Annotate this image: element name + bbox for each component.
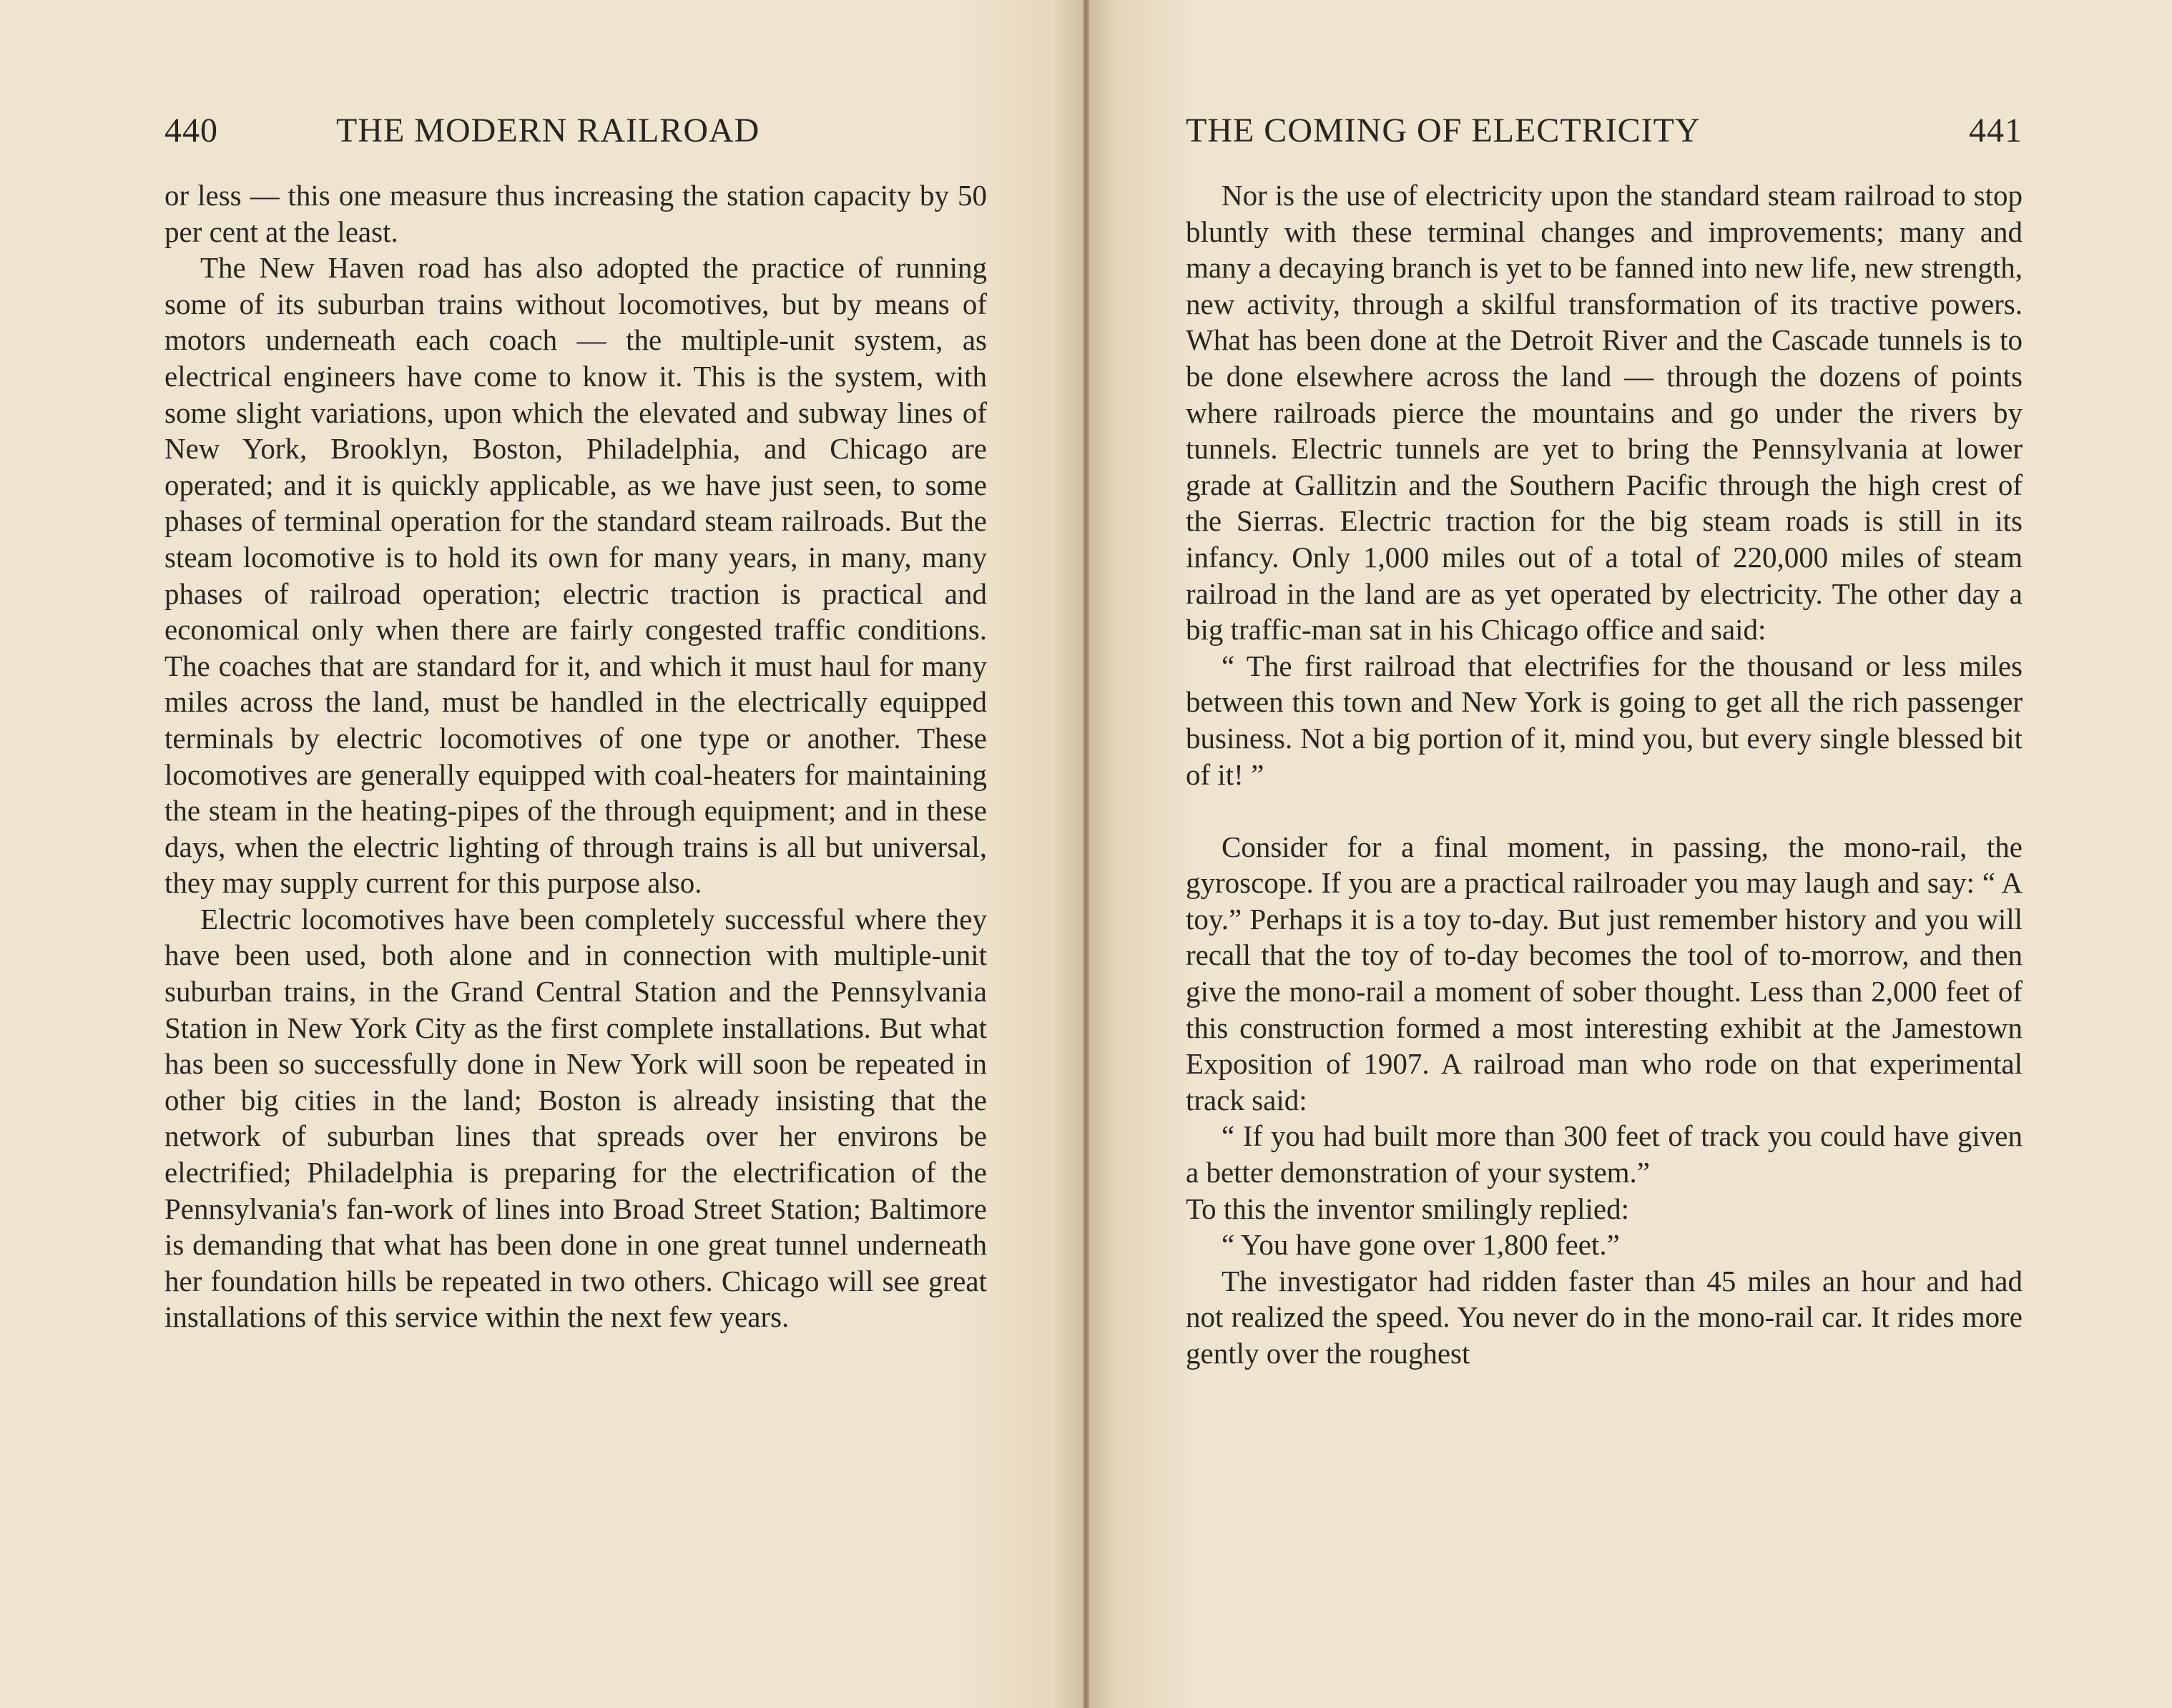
quotation: “ If you had built more than 300 feet of track you could have given a better demonstration of your system.”	[1186, 1119, 2023, 1189]
chapter-title: THE COMING OF ELECTRICITY	[1186, 112, 1701, 149]
paragraph: Nor is the use of electricity upon the standard steam railroad to stop bluntly with these terminal changes and improvements; many and many a decaying branch is yet to be fanned into new life, new strength, new activity, through a skilful transformation of its tractive powers. What has been done at the Detroit River and the Cascade tunnels is to be done elsewhere across the land — through the dozens of points where railroads pierce the mountains and go under the rivers by tunnels. Electric tunnels are yet to bring the Pennsylvania at lower grade at Gallitzin and the Southern Pacific through the high crest of the Sierras. Electric traction for the big steam roads is still in its infancy. Only 1,000 miles out of a total of 220,000 miles of steam railroad in the land are as yet operated by electricity. The other day a big traffic-man sat in his Chicago office and said:	[1186, 179, 2023, 647]
paragraph: The investigator had ridden faster than 45 miles an hour and had not realized the speed. You never do in the mono-rail car. It rides more gently over the roughest	[1186, 1264, 2023, 1370]
book-gutter	[1083, 0, 1089, 1708]
paragraph: Consider for a final moment, in passing, the mono-rail, the gyroscope. If you are a practical railroader you may laugh and say: “ A toy.” Perhaps it is a toy to-day. But just remember history and you will recall that the toy of to-day becomes the tool of to-morrow, and then give the mono-rail a moment of sober thought. Less than 2,000 feet of this construction formed a most interesting exhibit at the Jamestown Exposition of 1907. A railroad man who rode on that experimental track said:	[1186, 830, 2023, 1116]
paragraph: or less — this one measure thus increasing the station capacity by 50 per cent at the least.	[164, 179, 987, 248]
right-page	[1086, 0, 2172, 1708]
quotation: “ You have gone over 1,800 feet.”	[1222, 1228, 1620, 1262]
body-text	[164, 177, 987, 1335]
page-number: 441	[1969, 112, 2023, 149]
body-text	[1186, 177, 2023, 1372]
quotation: “ The first railroad that electrifies for the thousand or less miles between this town and New York is going to get all the rich passenger business. Not a big portion of it, mind you, but every single blessed bit of it! ”	[1186, 649, 2023, 791]
paragraph: The New Haven road has also adopted the practice of running some of its suburban trains without locomotives, but by means of motors underneath each coach — the multiple-unit system, as electrical engineers have come to know it. This is the system, with some slight variations, upon which the elevated and subway lines of New York, Brooklyn, Boston, Philadelphia, and Chicago are operated; and it is quickly applicable, as we have just seen, to some phases of terminal operation for the standard steam railroads. But the steam locomotive is to hold its own for many years, in many, many phases of railroad operation; electric traction is practical and economical only when there are fairly congested traffic conditions. The coaches that are standard for it, and which it must haul for many miles across the land, must be handled in the electrically equipped terminals by electric locomotives of one type or another. These locomotives are generally equipped with coal-heaters for maintaining the steam in the heating-pipes of the through equipment; and in these days, when the electric lighting of through trains is all but universal, they may supply current for this purpose also.	[164, 251, 987, 900]
chapter-title: THE MODERN RAILROAD	[336, 112, 760, 149]
paragraph: To this the inventor smilingly replied:	[1186, 1192, 1630, 1225]
running-head	[1186, 106, 2023, 156]
paragraph: Electric locomotives have been completely successful where they have been used, both alone and in connection with multiple-unit suburban trains, in the Grand Central Station and the Pennsylvania Station in New York City as the first complete installations. But what has been so successfully done in New York will soon be repeated in other big cities in the land; Boston is already insisting that the network of suburban lines that spreads over her environs be electrified; Philadelphia is preparing for the electrification of the Pennsylvania's fan-work of lines into Broad Street Station; Baltimore is demanding that what has been done in one great tunnel underneath her foundation hills be repeated in two others. Chicago will see great installations of this service within the next few years.	[164, 902, 987, 1334]
page-number: 440	[164, 112, 218, 149]
running-head	[164, 106, 987, 156]
